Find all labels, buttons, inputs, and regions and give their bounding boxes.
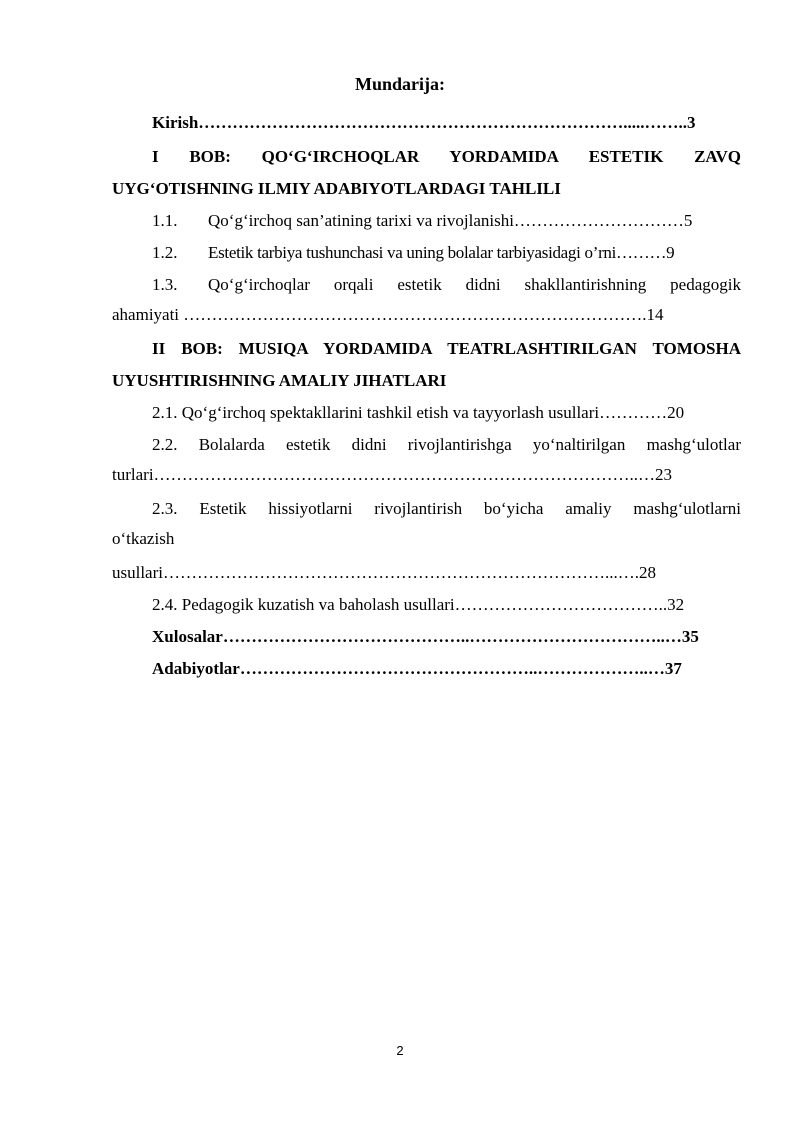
toc-entry-2-3-line2: o‘tkazish xyxy=(112,529,175,548)
toc-title: Mundarija: xyxy=(355,74,445,94)
toc-chapter1-title-line1: I BOB: QO‘G‘IRCHOQLAR YORDAMIDA ESTETIK ZAVQ xyxy=(152,147,741,166)
toc-entry-2-1: 2.1. Qo‘g‘irchoq spektakllarini tashkil etish va tayyorlash usullari…………20 xyxy=(152,403,685,422)
toc-entry-2-4: 2.4. Pedagogik kuzatish va baholash usullari………………………………..32 xyxy=(152,595,685,614)
toc-entry-text: Estetik tarbiya tushunchasi va uning bolalar tarbiyasidagi o’rni………9 xyxy=(208,243,675,262)
toc-entry-1-2 xyxy=(152,242,741,264)
toc-entry-xulosalar: Xulosalar……………………………………..……………………………..…35 xyxy=(152,627,699,646)
toc-entry-text: Qo‘g‘irchoqlar orqali estetik didni shakllantirishning pedagogik xyxy=(208,275,741,294)
toc-entry-1-3-continuation: ahamiyati ……………………………………………………………………….14 xyxy=(112,305,664,324)
toc-entry-2-3-line3: usullari……………………………………………………………………...….28 xyxy=(112,563,656,582)
toc-entry-2-2-line2: turlari…………………………………………………………………………..…23 xyxy=(112,465,673,484)
toc-entry-2-3-line1: 2.3. Estetik hissiyotlarni rivojlantirish bo‘yicha amaliy mashg‘ulotlarni xyxy=(152,499,741,518)
toc-chapter1-title-line2: UYG‘OTISHNING ILMIY ADABIYOTLARDAGI TAHLILI xyxy=(112,179,561,198)
toc-entry-number: 1.3. xyxy=(152,275,178,294)
page-number: 2 xyxy=(396,1043,404,1058)
toc-entry-number: 1.1. xyxy=(152,211,178,230)
toc-chapter2-title-line2: UYUSHTIRISHNING AMALIY JIHATLARI xyxy=(112,371,447,390)
toc-entry-1-3 xyxy=(152,274,741,296)
toc-entry-1-1 xyxy=(152,210,741,232)
toc-entry-adabiyotlar: Adabiyotlar……………………………………………..………………..…37 xyxy=(152,659,682,678)
toc-chapter2-title-line1: II BOB: MUSIQA YORDAMIDA TEATRLASHTIRILGAN TOMOSHA xyxy=(152,339,741,358)
toc-entry-kirish: Kirish………………………………………………………………….....……..3 xyxy=(152,113,696,132)
toc-entry-2-2-line1: 2.2. Bolalarda estetik didni rivojlantirishga yo‘naltirilgan mashg‘ulotlar xyxy=(152,435,741,454)
toc-entry-number: 1.2. xyxy=(152,243,178,262)
toc-entry-text: Qo‘g‘irchoq san’atining tarixi va rivojlanishi…………………………5 xyxy=(208,211,693,230)
